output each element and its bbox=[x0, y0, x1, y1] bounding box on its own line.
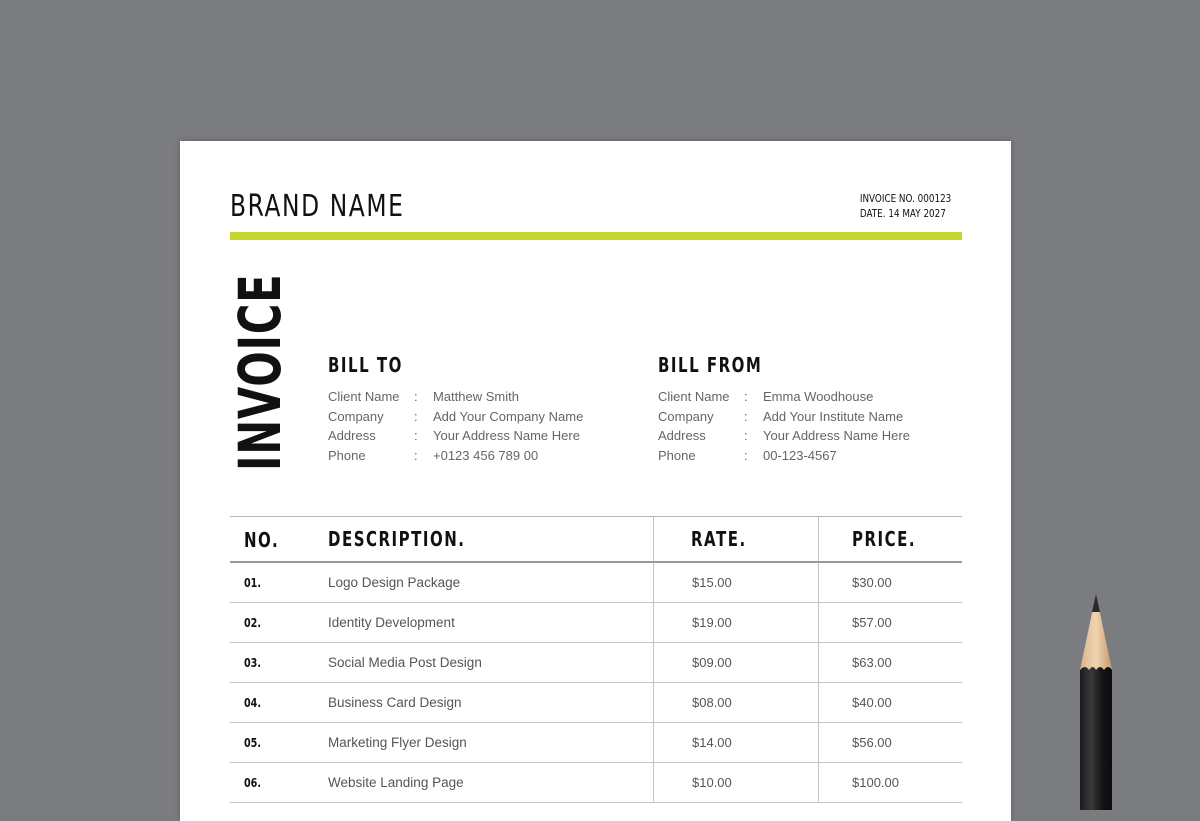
field-separator: : bbox=[744, 428, 748, 444]
bill-from-row bbox=[658, 407, 978, 427]
bill-to-section bbox=[328, 353, 648, 466]
header-no-label: NO. bbox=[244, 528, 280, 552]
table-row bbox=[230, 563, 962, 603]
item-price: $100.00 bbox=[852, 775, 899, 790]
header-rate-label: RATE. bbox=[691, 527, 747, 551]
item-price: $40.00 bbox=[852, 695, 892, 710]
bill-to-row bbox=[328, 387, 648, 407]
field-separator: : bbox=[414, 389, 418, 404]
field-label: Client Name bbox=[658, 389, 730, 404]
bill-to-heading: BILL TO bbox=[328, 353, 403, 377]
field-value: Matthew Smith bbox=[433, 389, 519, 404]
field-value: Emma Woodhouse bbox=[763, 389, 874, 404]
field-value: 00-123-4567 bbox=[763, 448, 837, 464]
field-label: Client Name bbox=[328, 389, 400, 404]
bill-from-section bbox=[658, 353, 978, 466]
bill-to-row bbox=[328, 446, 648, 466]
item-description: Identity Development bbox=[328, 615, 455, 630]
item-price: $56.00 bbox=[852, 735, 892, 750]
field-label: Company bbox=[328, 408, 384, 424]
line-items-table bbox=[230, 516, 962, 803]
item-rate: $10.00 bbox=[692, 775, 732, 790]
item-rate: $19.00 bbox=[692, 615, 732, 630]
item-number: 04. bbox=[244, 695, 262, 710]
invoice-number: INVOICE NO. 000123 bbox=[859, 192, 951, 205]
field-separator: : bbox=[744, 408, 748, 424]
bill-from-heading: BILL FROM bbox=[658, 353, 763, 377]
brand-name: BRAND NAME bbox=[230, 189, 405, 224]
invoice-date: DATE. 14 MAY 2027 bbox=[859, 207, 946, 220]
invoice-meta bbox=[860, 191, 951, 221]
pencil-icon bbox=[1077, 590, 1115, 810]
item-number: 06. bbox=[244, 775, 262, 790]
table-row bbox=[230, 643, 962, 683]
field-value: Add Your Company Name bbox=[433, 408, 584, 424]
bill-from-row bbox=[658, 446, 978, 466]
bill-from-row bbox=[658, 426, 978, 446]
header-price-label: PRICE. bbox=[852, 527, 917, 551]
field-separator: : bbox=[414, 428, 418, 444]
field-separator: : bbox=[744, 389, 748, 404]
item-number: 05. bbox=[244, 735, 262, 750]
field-value: Your Address Name Here bbox=[763, 428, 910, 444]
item-description: Website Landing Page bbox=[328, 775, 464, 790]
table-header bbox=[230, 517, 962, 563]
item-description: Logo Design Package bbox=[328, 575, 461, 590]
bill-from-row bbox=[658, 387, 978, 407]
item-rate: $14.00 bbox=[692, 735, 732, 750]
accent-divider bbox=[230, 232, 962, 240]
field-label: Address bbox=[658, 428, 706, 444]
item-description: Social Media Post Design bbox=[328, 655, 482, 670]
item-number: 01. bbox=[244, 575, 262, 590]
header-rate bbox=[654, 517, 819, 561]
field-separator: : bbox=[744, 448, 748, 464]
table-row bbox=[230, 683, 962, 723]
table-row bbox=[230, 723, 962, 763]
field-label: Company bbox=[658, 408, 714, 424]
field-separator: : bbox=[414, 448, 418, 464]
field-separator: : bbox=[414, 408, 418, 424]
field-value: +0123 456 789 00 bbox=[433, 448, 539, 464]
field-value: Your Address Name Here bbox=[433, 428, 580, 444]
bill-to-row bbox=[328, 407, 648, 427]
invoice-sheet bbox=[180, 141, 1011, 821]
item-rate: $08.00 bbox=[692, 695, 732, 710]
field-label: Phone bbox=[658, 448, 696, 464]
item-number: 03. bbox=[244, 655, 262, 670]
item-price: $57.00 bbox=[852, 615, 892, 630]
header-price bbox=[819, 517, 962, 561]
table-row bbox=[230, 763, 962, 803]
item-rate: $15.00 bbox=[692, 575, 732, 590]
item-price: $30.00 bbox=[852, 575, 892, 590]
item-rate: $09.00 bbox=[692, 655, 732, 670]
item-number: 02. bbox=[244, 615, 262, 630]
item-description: Business Card Design bbox=[328, 695, 462, 710]
header-no bbox=[230, 517, 328, 561]
field-value: Add Your Institute Name bbox=[763, 408, 904, 424]
table-row bbox=[230, 603, 962, 643]
field-label: Address bbox=[328, 428, 376, 444]
header-description bbox=[328, 517, 654, 561]
invoice-title: INVOICE bbox=[226, 273, 294, 471]
header-description-label: DESCRIPTION. bbox=[328, 527, 466, 551]
bill-to-row bbox=[328, 426, 648, 446]
item-description: Marketing Flyer Design bbox=[328, 735, 467, 750]
item-price: $63.00 bbox=[852, 655, 892, 670]
field-label: Phone bbox=[328, 448, 366, 464]
